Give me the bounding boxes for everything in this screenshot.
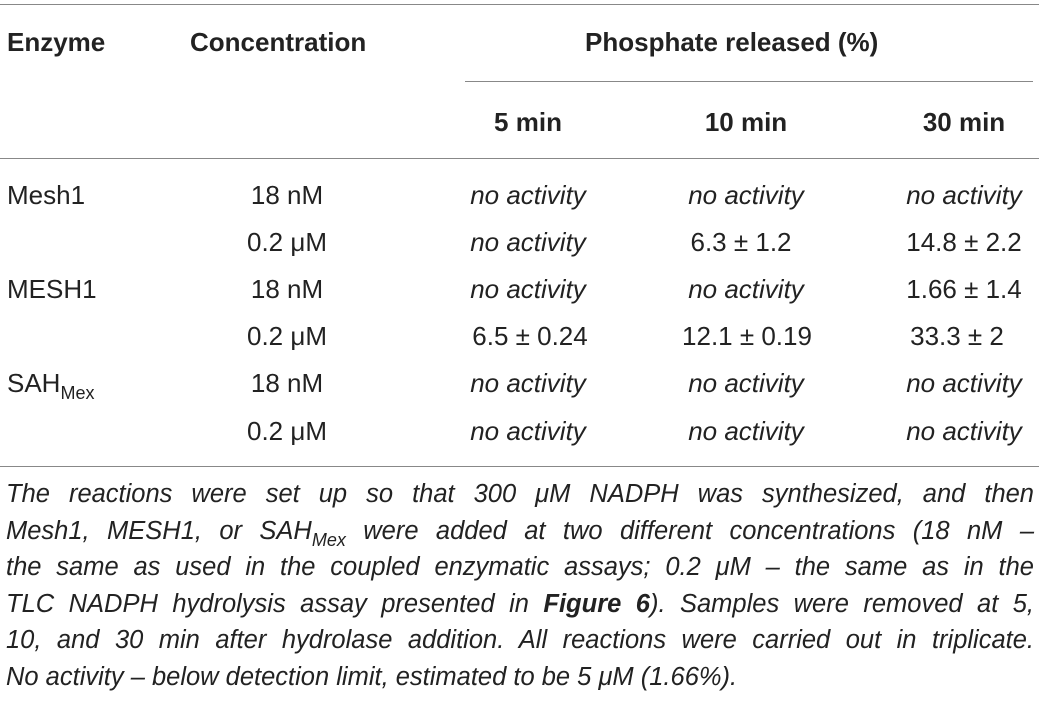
row-4-10min: 12.1 ± 0.19: [682, 321, 812, 351]
footnote-line-2-subscript: Mex: [311, 529, 346, 550]
row-3-30min: 1.66 ± 1.4: [906, 274, 1022, 304]
row-2-concentration: 0.2 μM: [246, 227, 328, 257]
row-2-30min: 14.8 ± 2.2: [906, 227, 1022, 257]
row-6-5min: no activity: [470, 416, 586, 446]
footnote-line-6: No activity – below detection limit, estimated to be 5 μM (1.66%).: [6, 662, 738, 691]
row-1-enzyme: Mesh1: [7, 180, 86, 210]
row-3-10min: no activity: [688, 274, 804, 304]
table-top-rule: [0, 4, 1039, 5]
footnote-line-5: 10, and 30 min after hydrolase addition. All reactions were carried out in triplicate.: [6, 626, 1034, 654]
footnote-line-2-start: Mesh1, MESH1, or SAH: [6, 516, 312, 545]
row-5-enzyme-name: SAH: [7, 368, 61, 398]
header-concentration: Concentration: [190, 27, 367, 57]
figure-6-link[interactable]: Figure 6: [543, 589, 650, 618]
footnote-line-2-end: were added at two different concentrations (18 nM –: [345, 516, 1035, 545]
footnote-line-2: [6, 513, 1034, 550]
header-10-min: 10 min: [704, 107, 788, 137]
row-5-30min: no activity: [906, 368, 1022, 398]
row-1-5min: no activity: [470, 180, 586, 210]
row-6-30min: no activity: [906, 416, 1022, 446]
table-header-rule: [0, 158, 1039, 159]
footnote-line-4: [6, 586, 1034, 623]
footnote-line-4-start: TLC NADPH hydrolysis assay presented in: [6, 589, 544, 618]
row-4-30min: 33.3 ± 2: [910, 321, 1004, 351]
row-2-10min: 6.3 ± 1.2: [690, 227, 792, 257]
row-4-concentration: 0.2 μM: [246, 321, 328, 351]
row-3-enzyme: MESH1: [7, 274, 97, 304]
table-bottom-rule: [0, 466, 1039, 467]
row-5-5min: no activity: [470, 368, 586, 398]
row-5-concentration: 18 nM: [250, 368, 324, 398]
header-phosphate-released: Phosphate released (%): [585, 27, 879, 57]
row-3-5min: no activity: [470, 274, 586, 304]
footnote-line-4-end: ). Samples were removed at 5,: [649, 589, 1035, 618]
row-5-enzyme-subscript: Mex: [60, 383, 95, 403]
row-1-30min: no activity: [906, 180, 1022, 210]
row-6-10min: no activity: [688, 416, 804, 446]
header-enzyme: Enzyme: [7, 27, 106, 57]
row-6-concentration: 0.2 μM: [246, 416, 328, 446]
footnote-line-1: The reactions were set up so that 300 μM NADPH was synthesized, and then: [6, 480, 1034, 508]
row-2-5min: no activity: [470, 227, 586, 257]
header-5-min: 5 min: [494, 107, 562, 137]
row-3-concentration: 18 nM: [250, 274, 324, 304]
table-footnote: [6, 476, 1034, 695]
header-30-min: 30 min: [922, 107, 1006, 137]
row-1-concentration: 18 nM: [250, 180, 324, 210]
footnote-line-3: the same as used in the coupled enzymatic assays; 0.2 μM – the same as in the: [6, 553, 1034, 581]
row-4-5min: 6.5 ± 0.24: [472, 321, 588, 351]
phosphate-subheader-rule: [465, 81, 1033, 82]
row-5-10min: no activity: [688, 368, 804, 398]
row-5-enzyme: [7, 368, 95, 403]
row-1-10min: no activity: [688, 180, 804, 210]
